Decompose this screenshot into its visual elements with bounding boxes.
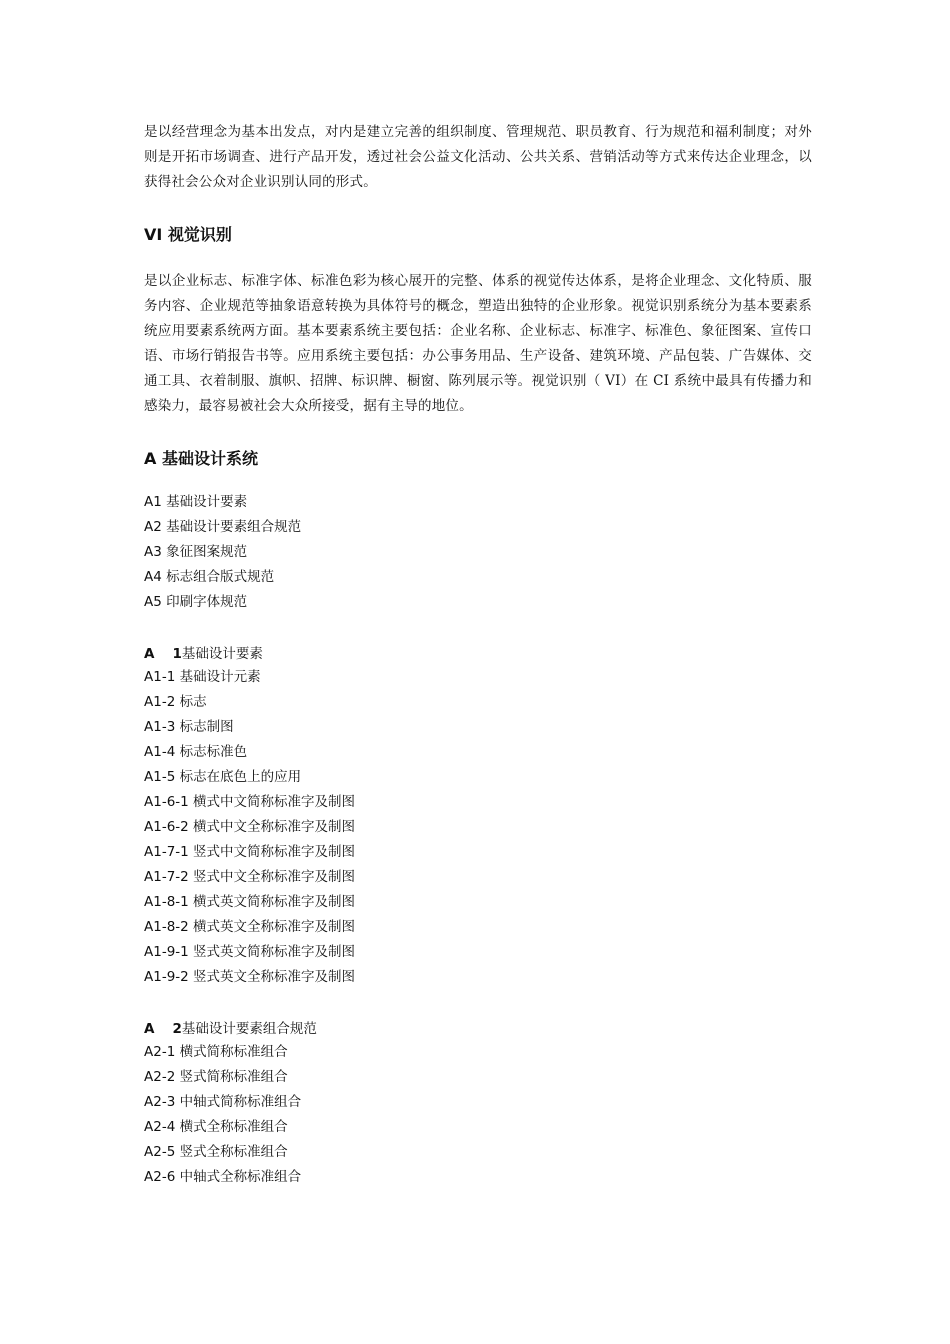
list-item: A3 象征图案规范: [144, 544, 248, 560]
list-item: A1-2 标志: [144, 694, 207, 710]
list-item: A1-8-1 横式英文简称标准字及制图: [144, 894, 356, 910]
intro-paragraph: 是以经营理念为基本出发点，对内是建立完善的组织制度、管理规范、职员教育、行为规范和福利制度；对外则是开拓市场调查、进行产品开发，透过社会公益文化活动、公共关系、营销活动等方式来传达企业理念，以获得社会公众对企业识别认同的形式。: [144, 124, 812, 190]
list-item: A2-5 竖式全称标准组合: [144, 1144, 288, 1160]
list-item: A2-1 横式简称标准组合: [144, 1044, 288, 1060]
list-item: A1-6-2 横式中文全称标准字及制图: [144, 819, 356, 835]
list-item: A1-4 标志标准色: [144, 744, 248, 760]
list-item: A4 标志组合版式规范: [144, 569, 275, 585]
list-item: A1-9-1 竖式英文简称标准字及制图: [144, 944, 356, 960]
a1-section-list: [144, 665, 812, 990]
list-item: A2 基础设计要素组合规范: [144, 519, 302, 535]
list-item: A1-5 标志在底色上的应用: [144, 769, 302, 785]
list-item: A2-2 竖式简称标准组合: [144, 1069, 288, 1085]
a2-section-heading: A 2基础设计要素组合规范: [144, 1021, 317, 1037]
vi-heading: VI 视觉识别: [144, 225, 232, 244]
list-item: A1-7-1 竖式中文简称标准字及制图: [144, 844, 356, 860]
list-item: A2-6 中轴式全称标准组合: [144, 1169, 302, 1185]
list-item: A1-8-2 横式英文全称标准字及制图: [144, 919, 356, 935]
list-item: A1-3 标志制图: [144, 719, 234, 735]
list-item: A1-6-1 横式中文简称标准字及制图: [144, 794, 356, 810]
a-heading: A 基础设计系统: [144, 449, 258, 468]
document-page: [144, 120, 812, 1190]
a2-section-list: [144, 1040, 812, 1190]
a-system-list: [144, 490, 812, 615]
a1-section-heading: A 1基础设计要素: [144, 646, 263, 662]
list-item: A1 基础设计要素: [144, 494, 248, 510]
vi-paragraph: 是以企业标志、标准字体、标准色彩为核心展开的完整、体系的视觉传达体系，是将企业理念、文化特质、服务内容、企业规范等抽象语意转换为具体符号的概念，塑造出独特的企业形象。视觉识别系统分为基本要素系统应用要素系统两方面。基本要素系统主要包括：企业名称、企业标志、标准字、标准色、象征图案、宣传口语、市场行销报告书等。应用系统主要包括：办公事务用品、生产设备、建筑环境、产品包装、广告媒体、交通工具、衣着制服、旗帜、招牌、标识牌、橱窗、陈列展示等。视觉识别（ VI）在 CI 系统中最具有传播力和感染力，最容易被社会大众所接受，据有主导的地位。: [144, 273, 812, 414]
list-item: A1-1 基础设计元素: [144, 669, 261, 685]
list-item: A1-7-2 竖式中文全称标准字及制图: [144, 869, 356, 885]
list-item: A2-3 中轴式简称标准组合: [144, 1094, 302, 1110]
list-item: A5 印刷字体规范: [144, 594, 248, 610]
list-item: A1-9-2 竖式英文全称标准字及制图: [144, 969, 356, 985]
list-item: A2-4 横式全称标准组合: [144, 1119, 288, 1135]
